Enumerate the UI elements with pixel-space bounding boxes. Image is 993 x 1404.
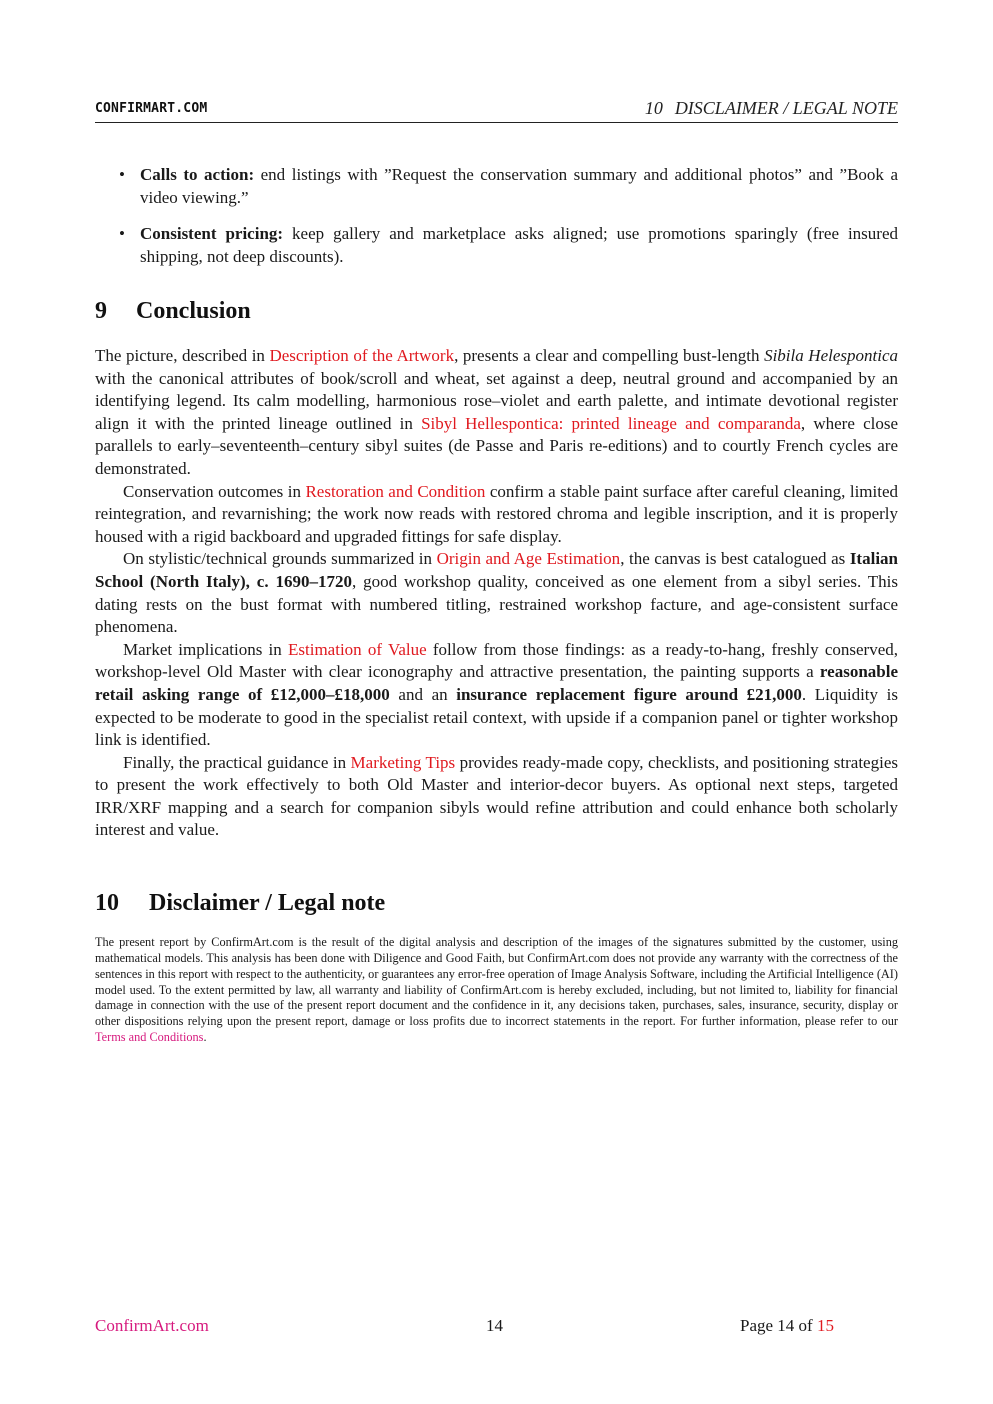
footer-page-number: 14 — [486, 1316, 503, 1335]
paragraph — [95, 639, 898, 752]
section-number: 10 — [95, 890, 119, 916]
bullet-label: Calls to action: — [140, 165, 255, 184]
paragraph — [95, 548, 898, 638]
section-heading-conclusion — [95, 298, 251, 325]
text-run: , good workshop quality, conceived as one element from a sibyl series. This dating rests on the bust format with numbered titling, restrained workshop facture, and age-consistent surface phenomena. — [95, 571, 899, 637]
text-run: , presents a clear and compelling bust-length — [454, 346, 765, 365]
running-header — [95, 98, 898, 123]
conclusion-body — [95, 345, 898, 842]
text-run: Conservation outcomes in — [123, 481, 306, 501]
page-footer — [95, 1316, 898, 1340]
section-number: 9 — [95, 298, 107, 324]
bullet-label: Consistent pricing: — [140, 224, 284, 244]
marketing-bullet-list — [95, 164, 898, 282]
text-run: follow from those findings: as a ready-to-hang, freshly conserved, workshop-level Old Master with clear iconography and attractive presentation, the painting supports a — [95, 639, 898, 682]
text-run: , the canvas is best catalogued as — [620, 549, 850, 569]
text-run: with the canonical attributes of book/scroll and wheat, set against a deep, neutral ground and accompanied by an identifying legend. Its calm modelling, harmonious rose–violet and earth palette, and intimate devotional register align it with the printed lineage outlined in — [95, 368, 898, 433]
bold-insurance-figure: insurance replacement figure around £21,000 — [456, 684, 802, 704]
bold-asking-range: reasonable retail asking range of £12,000–£18,000 — [95, 662, 898, 704]
text-run: and an — [389, 684, 457, 704]
link-estimation-of-value[interactable]: Estimation of Value — [288, 639, 427, 659]
section-title: Disclaimer / Legal note — [149, 890, 386, 916]
link-terms-and-conditions[interactable]: Terms and Conditions — [95, 1030, 204, 1045]
text-run: provides ready-made copy, checklists, and positioning strategies to present the work effectively to both Old Master and interior-decor buyers. As optional next steps, targeted IRR/XRF mapping and a search for companion sibyls would refine attribution and could enhance both scholarly interest and value. — [95, 752, 898, 840]
link-description-of-artwork[interactable]: Description of the Artwork — [269, 346, 455, 365]
header-section-number: 10 — [644, 98, 663, 118]
footer-site-link[interactable]: ConfirmArt.com — [95, 1316, 209, 1335]
text-run: Market implications in — [123, 639, 288, 659]
section-title: Conclusion — [136, 298, 251, 324]
bold-attribution: Italian School (North Italy), c. 1690–1720 — [95, 549, 898, 591]
text-run: The present report by ConfirmArt.com is the result of the digital analysis and description of the images of the signatures submitted by the customer, using mathematical models. This analysis has been done with Diligence and Good Faith, but ConfirmArt.com does not provide any warranty with the correctness of the sentences in this report with respect to the authenticity, or guarantees any error-free operation of Image Analysis Software, including the Artificial Intelligence (AI) model used. To the extent permitted by law, all warranty and liability of ConfirmArt.com is hereby excluded, including, but not limited to, liability for financial damage in connection with the use of the present report document and the confidence in it, any decisions taken, purchases, sales, insurance, security, display or other dispositions relying upon the present report, damage or loss profits due to incorrect statements in the report. For further information, please refer to our — [95, 935, 898, 1029]
link-marketing-tips[interactable]: Marketing Tips — [350, 752, 456, 772]
bullet-icon: • — [119, 224, 125, 244]
text-run: On stylistic/technical grounds summarized in — [123, 549, 437, 569]
text-run: . Liquidity is expected to be moderate to good in the specialist retail context, with upside if a companion panel or tighter workshop link is identified. — [95, 684, 898, 750]
link-restoration-and-condition[interactable]: Restoration and Condition — [305, 481, 486, 501]
text-run: . — [203, 1030, 207, 1045]
paragraph — [95, 752, 898, 842]
text-run: Finally, the practical guidance in — [123, 752, 351, 772]
footer-page-label: Page 14 of — [740, 1316, 817, 1335]
header-section-title — [645, 98, 898, 119]
link-origin-and-age-estimation[interactable]: Origin and Age Estimation — [436, 549, 621, 569]
bullet-text: end listings with ”Request the conservation summary and additional photos” and ”Book a video viewing.” — [140, 165, 898, 207]
link-sibyl-hellespontica[interactable]: Sibyl Hellespontica: printed lineage and comparanda — [421, 413, 801, 433]
section-heading-disclaimer — [95, 890, 385, 917]
document-page — [95, 0, 898, 1404]
bullet-text: keep gallery and marketplace asks aligned; use promotions sparingly (free insured shipping, not deep discounts). — [140, 224, 898, 266]
text-run: The picture, described in — [95, 346, 270, 365]
paragraph — [95, 481, 898, 549]
bullet-icon: • — [119, 165, 125, 184]
footer-page-count — [740, 1316, 834, 1336]
list-item — [95, 223, 898, 268]
italic-title: Sibila Helespontica — [764, 346, 898, 365]
list-item — [95, 164, 898, 209]
footer-total-pages-link[interactable]: 15 — [816, 1316, 834, 1335]
paragraph — [95, 345, 898, 481]
disclaimer-text — [95, 935, 898, 1046]
confirmart-logo[interactable]: CONFIRMART.COM — [95, 101, 208, 116]
text-run: , where close parallels to early–seventeenth–century sibyl suites (de Passe and Paris re-editions) and to courtly French cycles are demonstrated. — [95, 413, 898, 478]
header-section-label: DISCLAIMER / LEGAL NOTE — [674, 98, 898, 118]
text-run: confirm a stable paint surface after careful cleaning, limited reintegration, and revarnishing; the work now reads with restored chroma and legible inscription, and it is properly housed with a rigid backboard and upgraded fittings for safe display. — [95, 481, 899, 546]
